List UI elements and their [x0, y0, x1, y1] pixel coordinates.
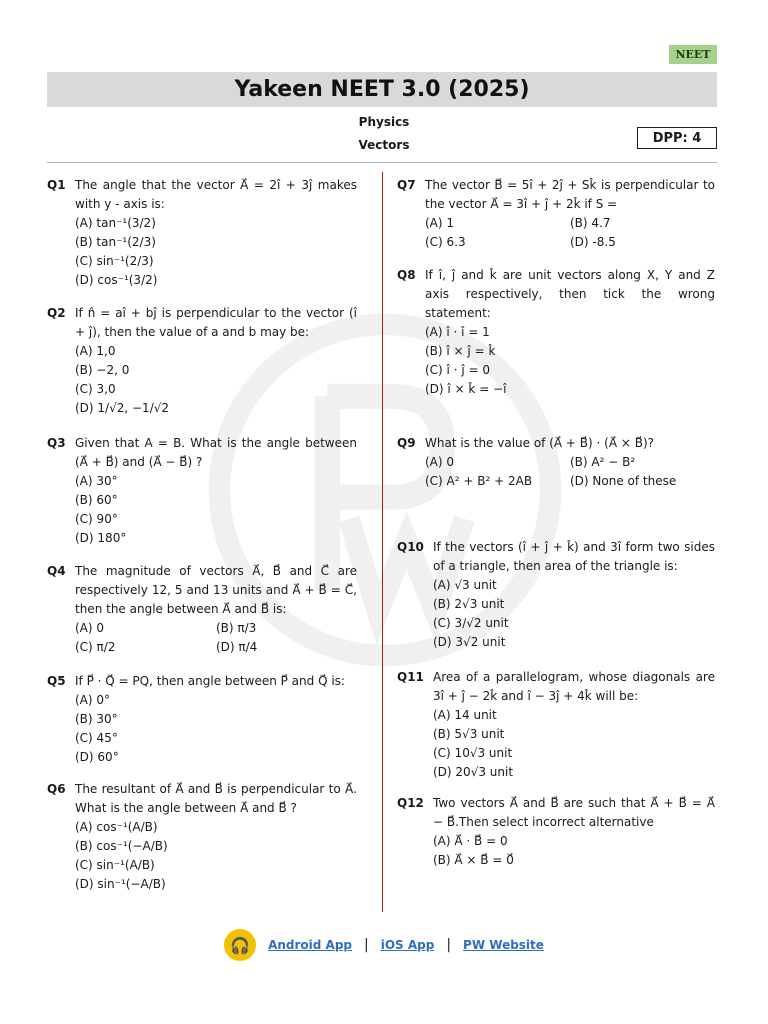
option: (C) î · ĵ = 0	[425, 363, 490, 377]
option: (D) 180°	[75, 531, 127, 545]
option: (D) 1/√2, −1/√2	[75, 401, 170, 415]
option: (B) cos⁻¹(−A/B)	[75, 839, 168, 853]
question-number: Q1	[47, 178, 66, 192]
question-block	[47, 562, 357, 657]
question-number: Q4	[47, 564, 66, 578]
question-block	[397, 434, 715, 491]
option: (C) A² + B² + 2AB	[425, 474, 533, 488]
option: (D) π/4	[216, 640, 258, 654]
option: (A) tan⁻¹(3/2)	[75, 216, 156, 230]
question-block	[397, 266, 715, 399]
title-bar	[47, 72, 717, 107]
option: (D) None of these	[570, 474, 677, 488]
question-block	[47, 780, 357, 894]
option: (B) 2√3 unit	[433, 597, 505, 611]
question-text: The magnitude of vectors A⃗, B⃗ and C⃗ are respectively 12, 5 and 13 units and A⃗ + B⃗ = C⃗, then the angle between A⃗ and B⃗ is:	[75, 564, 357, 616]
pw-website-link[interactable]: PW Website	[463, 938, 544, 952]
option: (A) 1,0	[75, 344, 116, 358]
option: (A) cos⁻¹(A/B)	[75, 820, 158, 834]
question-text: If P⃗ · Q⃗ = PQ, then angle between P⃗ and Q⃗ is:	[75, 674, 345, 688]
option: (D) cos⁻¹(3/2)	[75, 273, 158, 287]
option: (B) π/3	[216, 621, 257, 635]
question-number: Q10	[397, 540, 424, 554]
question-text: If î, ĵ and k̂ are unit vectors along X, Y and Z axis respectively, then tick the wrong statement:	[425, 268, 715, 320]
question-number: Q2	[47, 306, 66, 320]
option: (B) A⃗ × B⃗ = 0⃗	[433, 853, 514, 867]
option: (A) 1	[425, 216, 455, 230]
question-number: Q3	[47, 436, 66, 450]
question-text: Two vectors A⃗ and B⃗ are such that A⃗ + B⃗ = A⃗ − B⃗.Then select incorrect alternative	[433, 796, 715, 829]
chapter-label: Vectors	[358, 138, 410, 152]
option: (C) 3,0	[75, 382, 116, 396]
option: (D) -8.5	[570, 235, 616, 249]
question-block	[47, 434, 357, 548]
question-number: Q6	[47, 782, 66, 796]
option: (A) 30°	[75, 474, 118, 488]
question-text: Given that A = B. What is the angle between (A⃗ + B⃗) and (A⃗ − B⃗) ?	[75, 436, 357, 469]
question-block	[47, 672, 357, 767]
option: (D) î × k̂ = −î	[425, 382, 507, 396]
option: (A) √3 unit	[433, 578, 497, 592]
question-block	[47, 176, 357, 290]
question-block	[397, 794, 715, 870]
question-block	[397, 668, 715, 782]
option: (C) sin⁻¹(2/3)	[75, 254, 154, 268]
question-number: Q5	[47, 674, 66, 688]
question-text: If the vectors (î + ĵ + k̂) and 3î form two sides of a triangle, then area of the triangle is:	[433, 540, 715, 573]
question-number: Q12	[397, 796, 424, 810]
question-text: The angle that the vector A⃗ = 2î + 3ĵ makes with y - axis is:	[75, 178, 357, 211]
question-block	[397, 538, 715, 652]
question-block	[47, 304, 357, 418]
option: (C) 10√3 unit	[433, 746, 513, 760]
neet-badge: NEET	[669, 45, 717, 64]
question-text: The vector B⃗ = 5î + 2ĵ + Sk̂ is perpendicular to the vector A⃗ = 3î + ĵ + 2k̂ if S =	[425, 178, 715, 211]
option: (A) 0	[75, 621, 105, 635]
option: (B) î × ĵ = k̂	[425, 344, 496, 358]
option: (B) 60°	[75, 493, 118, 507]
option: (C) π/2	[75, 640, 116, 654]
option: (D) 60°	[75, 750, 119, 764]
option: (D) 20√3 unit	[433, 765, 514, 779]
page-title: Yakeen NEET 3.0 (2025)	[234, 77, 530, 102]
option: (D) sin⁻¹(−A/B)	[75, 877, 166, 891]
option: (B) tan⁻¹(2/3)	[75, 235, 156, 249]
option: (C) 45°	[75, 731, 118, 745]
question-block	[397, 176, 715, 252]
column-divider	[382, 172, 383, 912]
option: (B) A² − B²	[570, 455, 636, 469]
subject-label: Physics	[358, 115, 410, 129]
question-text: What is the value of (A⃗ + B⃗) · (A⃗ × B⃗)?	[425, 436, 655, 450]
option: (B) 4.7	[570, 216, 611, 230]
dpp-box: DPP: 4	[637, 127, 717, 149]
option: (B) 30°	[75, 712, 118, 726]
question-number: Q11	[397, 670, 424, 684]
customer-support-headset-icon: 🎧	[224, 929, 256, 961]
question-number: Q7	[397, 178, 416, 192]
question-number: Q8	[397, 268, 416, 282]
question-number: Q9	[397, 436, 416, 450]
option: (A) A⃗ · B⃗ = 0	[433, 834, 508, 848]
option: (A) 14 unit	[433, 708, 497, 722]
option: (C) 3/√2 unit	[433, 616, 509, 630]
separator: |	[364, 937, 369, 953]
option: (A) î · î = 1	[425, 325, 490, 339]
option: (A) 0	[425, 455, 455, 469]
option: (C) sin⁻¹(A/B)	[75, 858, 155, 872]
question-text: If n̂ = aî + bĵ is perpendicular to the vector (î + ĵ), then the value of a and b may be:	[75, 306, 357, 339]
option: (D) 3√2 unit	[433, 635, 506, 649]
question-text: Area of a parallelogram, whose diagonals are 3î + ĵ − 2k̂ and î − 3ĵ + 4k̂ will be:	[433, 670, 715, 703]
ios-app-link[interactable]: iOS App	[380, 938, 435, 952]
header-rule	[47, 162, 717, 163]
separator: |	[446, 937, 452, 953]
option: (C) 90°	[75, 512, 118, 526]
option: (B) −2, 0	[75, 363, 130, 377]
option: (B) 5√3 unit	[433, 727, 505, 741]
option: (C) 6.3	[425, 235, 466, 249]
android-app-link[interactable]: Android App	[268, 938, 352, 952]
footer-links	[0, 928, 768, 962]
option: (A) 0°	[75, 693, 111, 707]
question-text: The resultant of A⃗ and B⃗ is perpendicular to A⃗. What is the angle between A⃗ and B⃗ ?	[75, 782, 357, 815]
